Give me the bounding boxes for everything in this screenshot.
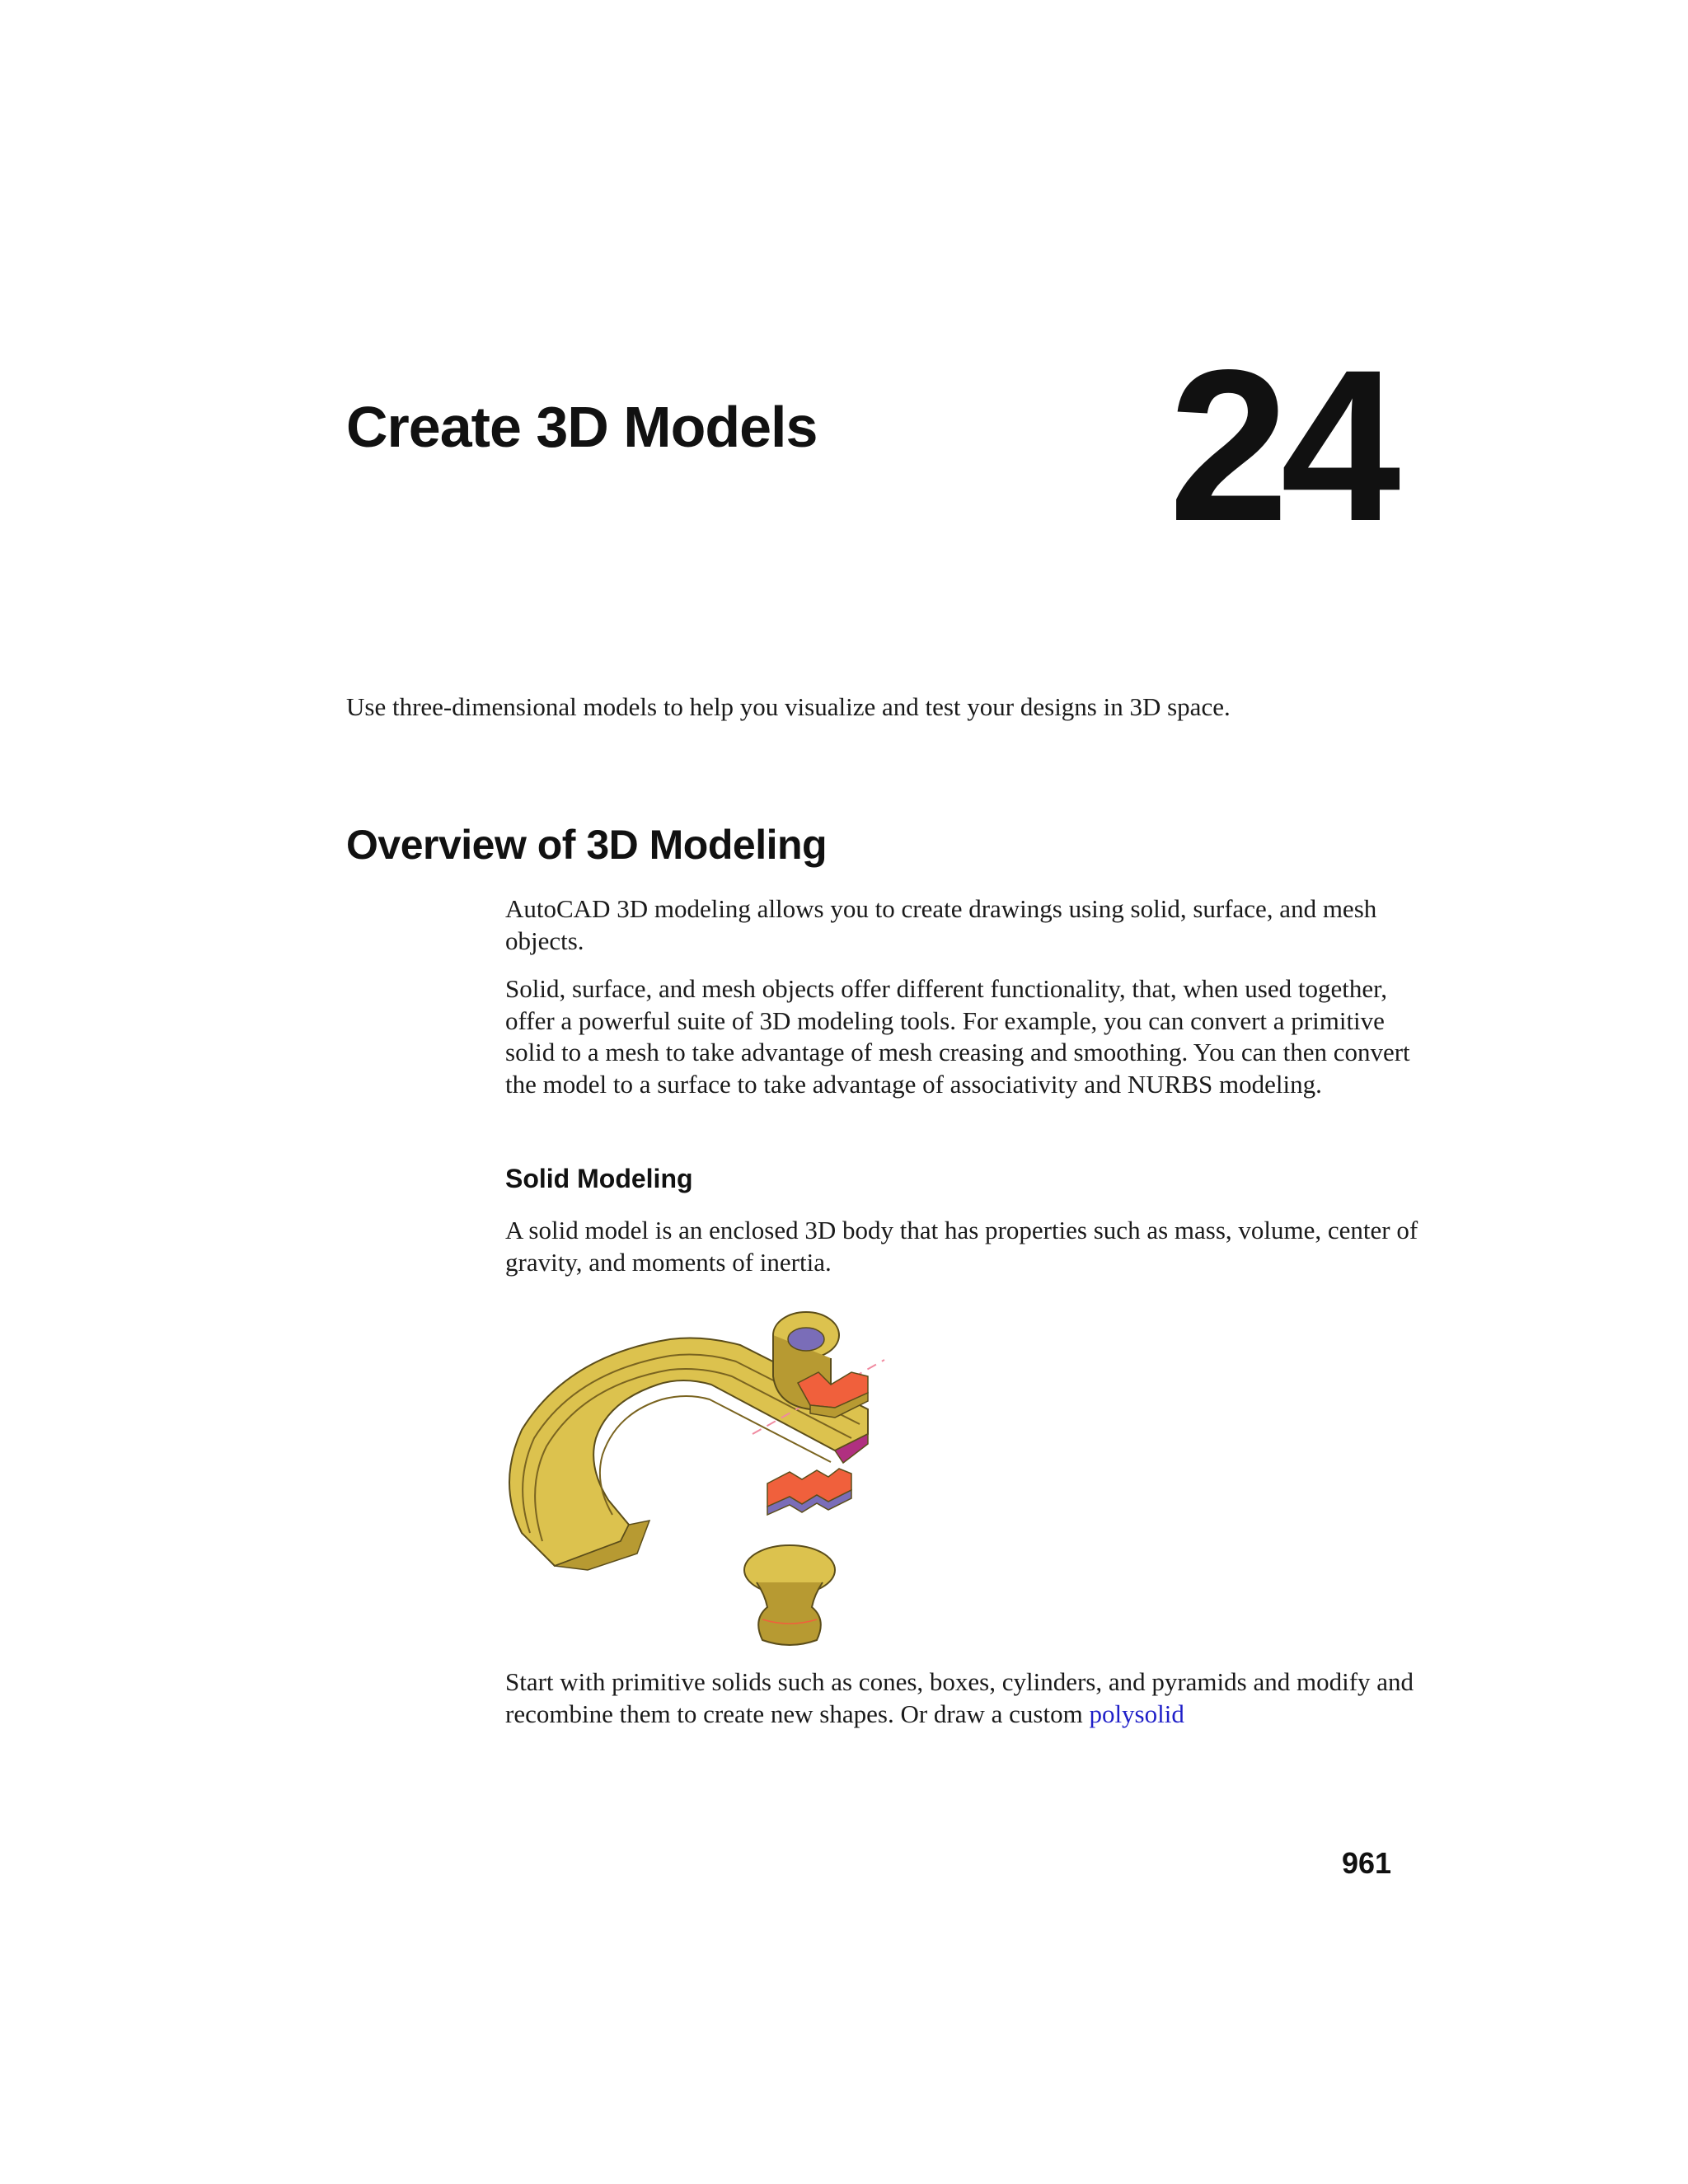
polysolid-link[interactable]: polysolid (1089, 1699, 1184, 1728)
chapter-number: 24 (1169, 325, 1393, 566)
solid-models-illustration (505, 1294, 1099, 1648)
subsection-paragraph-2 (505, 1666, 1428, 1730)
subsection-paragraph-2-text: Start with primitive solids such as cones, boxes, cylinders, and pyramids and modify and recombine them to create new shapes. Or draw a custom (505, 1667, 1414, 1728)
section-paragraph-1: AutoCAD 3D modeling allows you to create drawings using solid, surface, and mesh objects. (505, 894, 1377, 955)
subsection-heading: Solid Modeling (505, 1164, 693, 1193)
section-paragraph-2: Solid, surface, and mesh objects offer different functionality, that, when used together, offer a powerful suite of 3D modeling tools. For example, you can convert a primitive solid to a mesh to take advantage of mesh creasing and smoothing. You can then convert the model to a surface to take advantage of associativity and NURBS modeling. (505, 974, 1410, 1099)
page-number: 961 (1342, 1846, 1392, 1880)
revolved-vase-solid (744, 1545, 835, 1645)
chapter-title: Create 3D Models (346, 395, 818, 459)
chapter-intro: Use three-dimensional models to help you visualize and test your designs in 3D space. (346, 692, 1231, 721)
subsection-paragraph-1: A solid model is an enclosed 3D body that has properties such as mass, volume, center of gravity, and moments of inertia. (505, 1216, 1418, 1277)
section-heading: Overview of 3D Modeling (346, 822, 828, 868)
profile-extrusion-solid (767, 1469, 851, 1515)
